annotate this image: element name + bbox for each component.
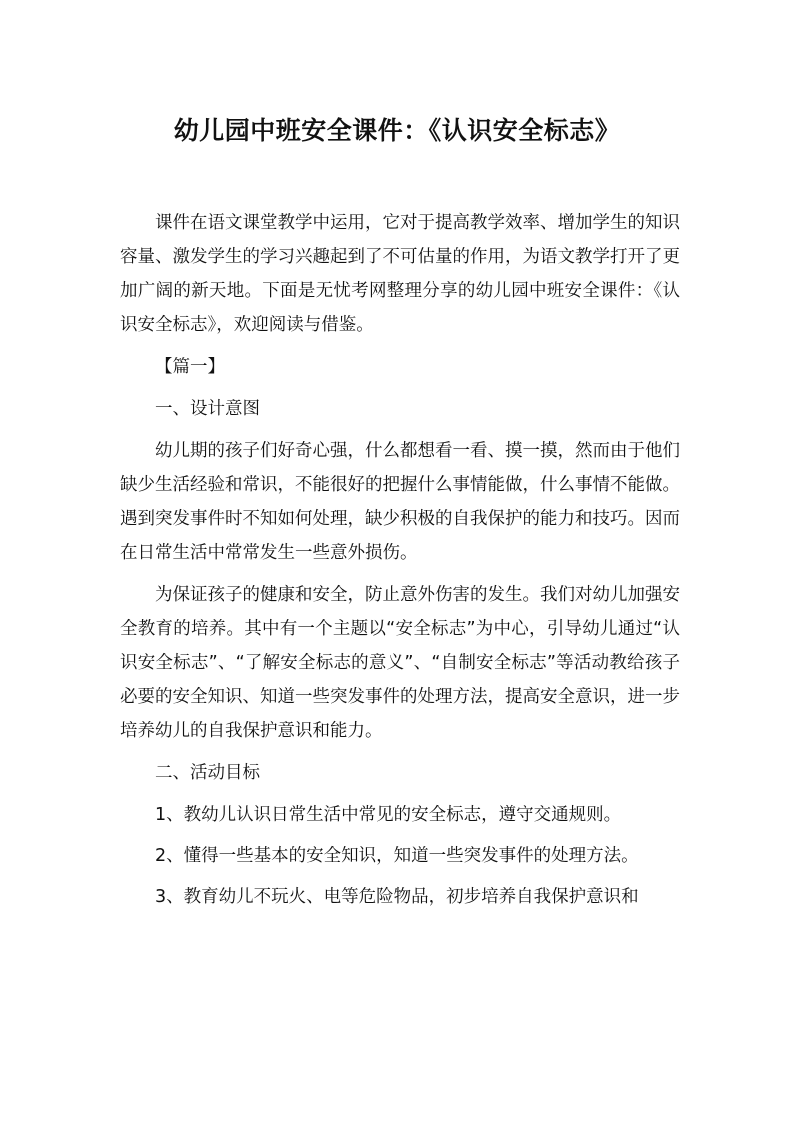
intro-paragraph: 课件在语文课堂教学中运用，它对于提高教学效率、增加学生的知识容量、激发学生的学习兴趣起到了不可估量的作用，为语文教学打开了更加广阔的新天地。下面是无忧考网整理分享的幼儿园中班安全课件：《认识安全标志》，欢迎阅读与借鉴。 <box>120 213 680 335</box>
design-intent-paragraph-1: 幼儿期的孩子们好奇心强，什么都想看一看、摸一摸，然而由于他们缺少生活经验和常识，不能很好的把握什么事情能做，什么事情不能做。遇到突发事件时不知如何处理，缺少积极的自我保护的能力和技巧。因而在日常生活中常常发生一些意外损伤。 <box>120 441 680 563</box>
activity-goal-item-2: 2、懂得一些基本的安全知识，知道一些突发事件的处理方法。 <box>155 846 639 866</box>
document-body <box>120 206 680 921</box>
activity-goal-item-3: 3、教育幼儿不玩火、电等危险物品，初步培养自我保护意识和 <box>155 887 639 907</box>
section-heading-activity-goals: 二、活动目标 <box>155 763 260 783</box>
design-intent-paragraph-2: 为保证孩子的健康和安全，防止意外伤害的发生。我们对幼儿加强安全教育的培养。其中有一个主题以“安全标志”为中心，引导幼儿通过“认识安全标志”、“了解安全标志的意义”、“自制安全标志”等活动教给孩子必要的安全知识、知道一些突发事件的处理方法，提高安全意识，进一步培养幼儿的自我保护意识和能力。 <box>120 585 680 741</box>
section-heading-design-intent: 一、设计意图 <box>155 399 260 419</box>
section-marker: 【篇一】 <box>155 357 225 377</box>
activity-goal-item-1: 1、教幼儿认识日常生活中常见的安全标志，遵守交通规则。 <box>155 805 622 825</box>
document-title: 幼儿园中班安全课件：《认识安全标志》 <box>173 116 621 145</box>
